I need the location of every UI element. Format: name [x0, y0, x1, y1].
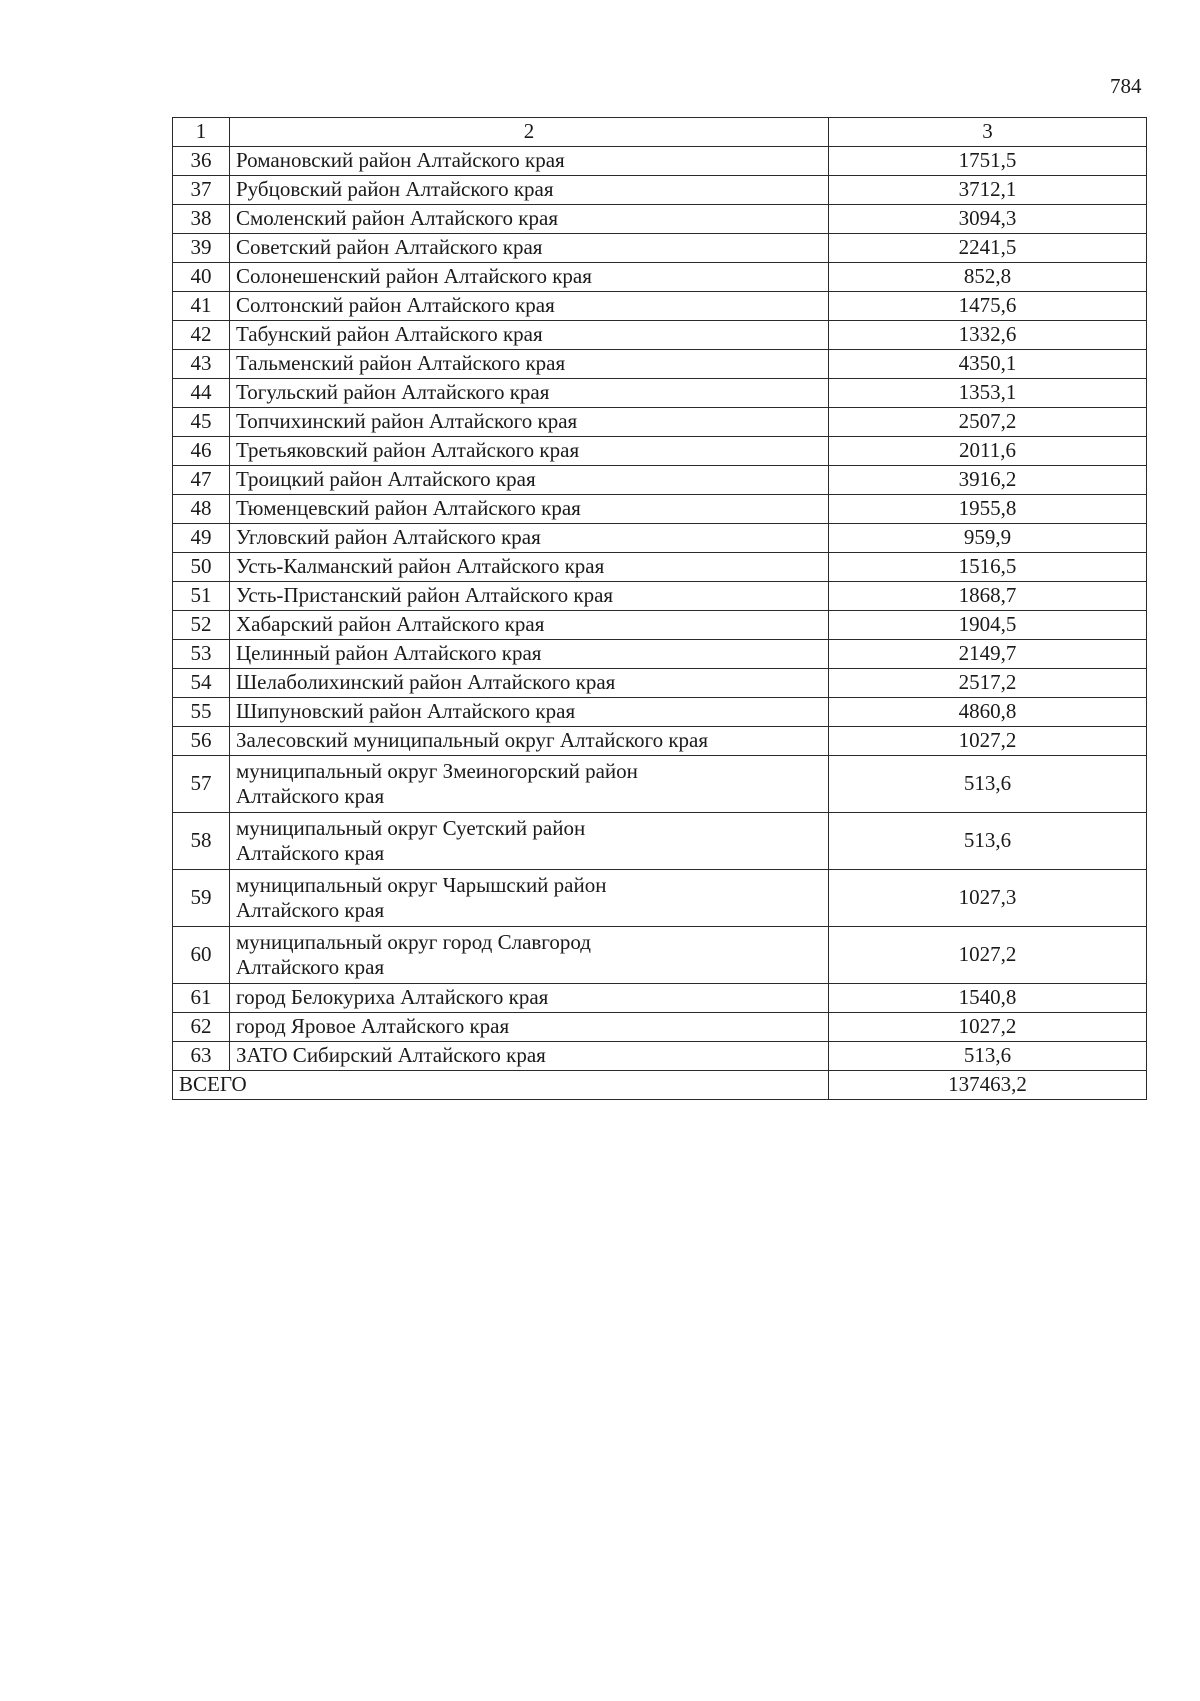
- row-number: 41: [173, 292, 230, 321]
- column-header-name: 2: [230, 118, 829, 147]
- row-value: 2517,2: [829, 669, 1147, 698]
- row-name-line-2: Алтайского края: [236, 898, 385, 922]
- row-name: [230, 927, 829, 984]
- row-value: 1904,5: [829, 611, 1147, 640]
- row-value: 4860,8: [829, 698, 1147, 727]
- row-value: 852,8: [829, 263, 1147, 292]
- row-name: [230, 813, 829, 870]
- table-row: [173, 756, 1147, 813]
- row-number: 36: [173, 147, 230, 176]
- row-name: Усть-Калманский район Алтайского края: [230, 553, 829, 582]
- row-name: Рубцовский район Алтайского края: [230, 176, 829, 205]
- row-number: 58: [173, 813, 230, 870]
- row-number: 45: [173, 408, 230, 437]
- total-row: [173, 1071, 1147, 1100]
- row-number: 48: [173, 495, 230, 524]
- row-value: 513,6: [829, 756, 1147, 813]
- row-name-line-1: муниципальный округ город Славгород: [236, 930, 591, 955]
- page-number: 784: [1110, 74, 1142, 98]
- row-value: 1027,2: [829, 727, 1147, 756]
- row-number: 42: [173, 321, 230, 350]
- table-row: [173, 870, 1147, 927]
- row-name: город Яровое Алтайского края: [230, 1013, 829, 1042]
- row-name: Солтонский район Алтайского края: [230, 292, 829, 321]
- row-name: Целинный район Алтайского края: [230, 640, 829, 669]
- row-value: 3712,1: [829, 176, 1147, 205]
- row-number: 62: [173, 1013, 230, 1042]
- row-number: 38: [173, 205, 230, 234]
- row-name: Романовский район Алтайского края: [230, 147, 829, 176]
- row-number: 46: [173, 437, 230, 466]
- table-header-row: [173, 118, 1147, 147]
- table-row: [173, 466, 1147, 495]
- table-row: [173, 698, 1147, 727]
- total-value: 137463,2: [829, 1071, 1147, 1100]
- row-name-line-2: Алтайского края: [236, 784, 385, 808]
- row-value: 513,6: [829, 1042, 1147, 1071]
- table-row: [173, 205, 1147, 234]
- row-name: Шелаболихинский район Алтайского края: [230, 669, 829, 698]
- table-row: [173, 321, 1147, 350]
- row-number: 57: [173, 756, 230, 813]
- row-value: 4350,1: [829, 350, 1147, 379]
- row-number: 56: [173, 727, 230, 756]
- table-row: [173, 350, 1147, 379]
- row-name: Тальменский район Алтайского края: [230, 350, 829, 379]
- row-name: Советский район Алтайского края: [230, 234, 829, 263]
- row-number: 44: [173, 379, 230, 408]
- row-value: 1868,7: [829, 582, 1147, 611]
- row-number: 59: [173, 870, 230, 927]
- row-value: 2149,7: [829, 640, 1147, 669]
- row-number: 53: [173, 640, 230, 669]
- row-number: 60: [173, 927, 230, 984]
- table-row: [173, 669, 1147, 698]
- table-row: [173, 437, 1147, 466]
- table-row: [173, 176, 1147, 205]
- row-value: 1332,6: [829, 321, 1147, 350]
- row-name: Тогульский район Алтайского края: [230, 379, 829, 408]
- table-row: [173, 292, 1147, 321]
- row-number: 50: [173, 553, 230, 582]
- row-name: Табунский район Алтайского края: [230, 321, 829, 350]
- row-name-line-1: муниципальный округ Суетский район: [236, 816, 586, 841]
- column-header-number: 1: [173, 118, 230, 147]
- table-row: [173, 553, 1147, 582]
- row-value: 1751,5: [829, 147, 1147, 176]
- row-name-line-1: муниципальный округ Чарышский район: [236, 873, 607, 898]
- row-value: 1027,3: [829, 870, 1147, 927]
- row-value: 1955,8: [829, 495, 1147, 524]
- table-row: [173, 408, 1147, 437]
- table-row: [173, 927, 1147, 984]
- row-number: 39: [173, 234, 230, 263]
- row-number: 63: [173, 1042, 230, 1071]
- row-number: 37: [173, 176, 230, 205]
- row-name: [230, 870, 829, 927]
- row-name-line-2: Алтайского края: [236, 955, 385, 979]
- row-value: 959,9: [829, 524, 1147, 553]
- table-row: [173, 263, 1147, 292]
- row-number: 51: [173, 582, 230, 611]
- row-number: 61: [173, 984, 230, 1013]
- row-value: 1516,5: [829, 553, 1147, 582]
- row-value: 1353,1: [829, 379, 1147, 408]
- row-name: Усть-Пристанский район Алтайского края: [230, 582, 829, 611]
- table-row: [173, 813, 1147, 870]
- row-value: 3916,2: [829, 466, 1147, 495]
- total-label: ВСЕГО: [173, 1071, 829, 1100]
- row-name: Шипуновский район Алтайского края: [230, 698, 829, 727]
- row-value: 1540,8: [829, 984, 1147, 1013]
- row-number: 43: [173, 350, 230, 379]
- row-number: 49: [173, 524, 230, 553]
- row-value: 1027,2: [829, 1013, 1147, 1042]
- row-name: город Белокуриха Алтайского края: [230, 984, 829, 1013]
- row-number: 40: [173, 263, 230, 292]
- row-value: 2507,2: [829, 408, 1147, 437]
- row-name: Тюменцевский район Алтайского края: [230, 495, 829, 524]
- row-number: 52: [173, 611, 230, 640]
- row-name: ЗАТО Сибирский Алтайского края: [230, 1042, 829, 1071]
- table-row: [173, 147, 1147, 176]
- row-value: 1027,2: [829, 927, 1147, 984]
- row-name: Угловский район Алтайского края: [230, 524, 829, 553]
- row-number: 55: [173, 698, 230, 727]
- row-value: 2241,5: [829, 234, 1147, 263]
- table-row: [173, 524, 1147, 553]
- table-row: [173, 1042, 1147, 1071]
- table-row: [173, 727, 1147, 756]
- row-name: Троицкий район Алтайского края: [230, 466, 829, 495]
- row-value: 513,6: [829, 813, 1147, 870]
- table-row: [173, 495, 1147, 524]
- row-name-line-1: муниципальный округ Змеиногорский район: [236, 759, 638, 784]
- row-name: Солонешенский район Алтайского края: [230, 263, 829, 292]
- row-name: Хабарский район Алтайского края: [230, 611, 829, 640]
- allocation-table: [172, 117, 1147, 1100]
- table-row: [173, 234, 1147, 263]
- row-name: Залесовский муниципальный округ Алтайского края: [230, 727, 829, 756]
- table-row: [173, 379, 1147, 408]
- row-value: 2011,6: [829, 437, 1147, 466]
- table-row: [173, 984, 1147, 1013]
- table-row: [173, 582, 1147, 611]
- row-name-line-2: Алтайского края: [236, 841, 385, 865]
- row-number: 47: [173, 466, 230, 495]
- table-row: [173, 640, 1147, 669]
- row-name: Топчихинский район Алтайского края: [230, 408, 829, 437]
- row-name: [230, 756, 829, 813]
- row-number: 54: [173, 669, 230, 698]
- table-row: [173, 611, 1147, 640]
- row-value: 1475,6: [829, 292, 1147, 321]
- row-value: 3094,3: [829, 205, 1147, 234]
- column-header-value: 3: [829, 118, 1147, 147]
- table-row: [173, 1013, 1147, 1042]
- row-name: Смоленский район Алтайского края: [230, 205, 829, 234]
- row-name: Третьяковский район Алтайского края: [230, 437, 829, 466]
